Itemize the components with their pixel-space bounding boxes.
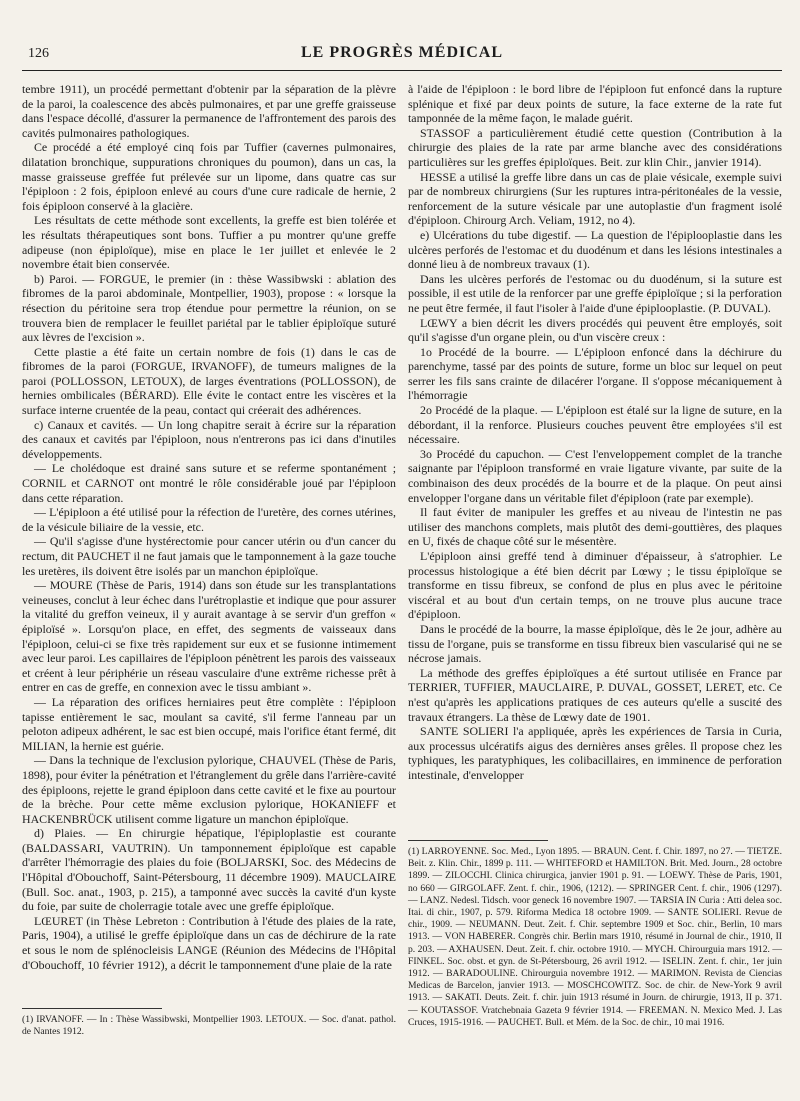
paragraph: Ce procédé a été employé cinq fois par Tuffier (cavernes pulmonaires, dilatation bronchique, suppurations chroniques du poumon), dans un cas, la masse graisseuse greffée fut prélevée sur un lipome, dans quatre cas sur l'épiploon : 2 fois, épiploon enlevé au cours d'une cure radicale de hernie, 2 fois épiploon conservé à la glacière. [22, 140, 396, 213]
paragraph: c) Canaux et cavités. — Un long chapitre serait à écrire sur la réparation des canaux et cavités par l'épiploon, nous n'entrerons pas ici dans d'inutiles développements. [22, 417, 396, 461]
paragraph: 1o Procédé de la bourre. — L'épiploon enfoncé dans la déchirure du parenchyme, tassé par des points de suture, forme un bloc sur lequel on peut serrer les fils sans crainte de dilacérer l'organe. Il s'oppose mécaniquement à l'hémorragie [408, 344, 782, 403]
paragraph: Il faut éviter de manipuler les greffes et au niveau de l'intestin ne pas utiliser des manchons complets, mais plutôt des demi-gouttières, des plaques en U, fixés de chaque côté sur le mésentère. [408, 505, 782, 549]
paragraph: Les résultats de cette méthode sont excellents, la greffe est bien tolérée et les résultats thérapeutiques sont bons. Tuffier a pu montrer qu'une greffe adipeuse (non épiploïque), mise en place le 1er juillet et enlevée le 2 novembre était bien conservée. [22, 213, 396, 272]
paragraph: — Qu'il s'agisse d'une hystérectomie pour cancer utérin ou d'un cancer du rectum, dit PAUCHET il ne faut jamais que le tamponnement à la gaze touche les uretères, ils doivent être isolés par un manchon épiploïque. [22, 534, 396, 578]
paragraph: LŒWY a bien décrit les divers procédés qui peuvent être employés, soit qu'il s'agisse d'un organe plein, ou d'un viscère creux : [408, 315, 782, 345]
paragraph: 2o Procédé de la plaque. — L'épiploon est étalé sur la ligne de suture, en la débordant, il la renforce. Plusieurs couches peuvent être employées s'il est nécessaire. [408, 403, 782, 447]
paragraph: STASSOF a particulièrement étudié cette question (Contribution à la chirurgie des plaies de la rate par arme blanche avec des considérations particulières sur les greffes épiploïques. Beit. zur klin Chir., janvier 1914). [408, 125, 782, 169]
paragraph: — MOURE (Thèse de Paris, 1914) dans son étude sur les transplantations veineuses, conclut à leur échec dans l'urétroplastie et indique que pour assurer la vitalité du greffon veineux, il y aurait avantage à se servir d'un greffon « épiploïsé ». Lorsqu'on place, en effet, des segments de vaisseaux dans l'épiploon, celui-ci se fixe très rapidement sur eux et se fusionne intimement avec leur paroi. Les capillaires de l'épiploon pénètrent les parois des vaisseaux et créent à leur périphérie un réseau vasculaire d'une extrême richesse prêt à entrer en cas de greffe, en connexion avec le tissu ambiant ». [22, 578, 396, 695]
paragraph: SANTE SOLIERI l'a appliquée, après les expériences de Tarsia in Curia, aux processus ulcératifs aigus des dernières anses grêles. Il propose chez les typhiques, les paratyphiques, les colibacillaires, en imminence de perforation intestinale, d'envelopper [408, 724, 782, 782]
paragraph: Dans le procédé de la bourre, la masse épiploïque, dès le 2e jour, adhère au tissu de l'organe, puis se transforme en tissu fibreux bien vascularisé qui ne se nécrose jamais. [408, 621, 782, 666]
paragraph: b) Paroi. — FORGUE, le premier (in : thèse Wassibwski : ablation des fibromes de la paroi abdominale, Montpellier, 1903), propose : « lorsque la résection du péritoine sera trop étendue pour permettre la réunion, on se trouvera bien de remplacer le feuillet pariétal par le tablier épiploïque suturé aux lèvres de l'excision ». [22, 271, 396, 345]
paragraph: 3o Procédé du capuchon. — C'est l'enveloppement complet de la tranche saignante par l'épiploon transformé en vraie ligature vivante, par suite de la combinaison des deux procédés de la bourre et de la plaque. On peut ainsi envelopper l'organe dans un véritable filet d'épiploon (rate par exemple). [408, 446, 782, 505]
right-column [408, 82, 782, 783]
footnotes-left: (1) IRVANOFF. — In : Thèse Wassibwski, Montpellier 1903. LETOUX. — Soc. d'anat. pathol. de Nantes 1912. [22, 1014, 396, 1038]
paragraph: tembre 1911), un procédé permettant d'obtenir par la séparation de la plèvre de la paroi, la coalescence des abcès pulmonaires, et par une greffe graisseuse dans l'espace décollé, d'assurer la permanence de l'affrontement des parois des cavités pulmonaires pathologiques. [22, 82, 396, 140]
paragraph: Cette plastie a été faite un certain nombre de fois (1) dans le cas de fibromes de la paroi (FORGUE, IRVANOFF), de tumeurs malignes de la paroi (POLLOSSON, LETOUX), de larges éventrations (POLLOSSON), de hernies ombilicales (BÉRARD). Elle évite le contact entre les viscères et la surface interne cruentée de la peau, contact qui créerait des adhérences. [22, 344, 396, 418]
footnote-rule-right [408, 840, 548, 841]
paragraph: — Le cholédoque est drainé sans suture et se referme spontanément ; CORNIL et CARNOT ont montré le rôle considérable joué par l'épiploon dans cette réparation. [22, 461, 396, 505]
paragraph: — L'épiploon a été utilisé pour la réfection de l'uretère, des cornes utérines, de la vésicule biliaire de la vessie, etc. [22, 505, 396, 534]
paragraph: à l'aide de l'épiploon : le bord libre de l'épiploon fut enfoncé dans la rupture splénique et fixé par deux points de suture, la face externe de la rate fut tamponnée de la même façon, le malade guérit. [408, 82, 782, 126]
footnotes-right: (1) LARROYENNE. Soc. Med., Lyon 1895. — BRAUN. Cent. f. Chir. 1897, no 27. — TIETZE. Beit. z. Klin. Chir., 1899 p. 111. — WHITEFORD et HAMILTON. Brit. Med. Journ., 28 octobre 1899. — ZILOCCHI. Clinica chirurgica, janvier 1901 p. 91. — LOEWY. Thèse de Paris, 1901, no 660 — GIRGOLAFF. Zent. f. chir., 1906, (1212). — SPRINGER Cent. f. chir., 1906 (1297). — LANZ. Nedesl. Tidsch. voor geneck 16 novembre 1907. — TARSIA IN Curia : Atti delea soc. Itai. di chir., 1907, p. 579. Riforma Medica 18 octobre 1909. — SANTE SOLIERI. Revue de chir., 1909. — NEUMANN. Deut. Zeit. f. Chir. septembre 1909 et Soc. chir., Berlin, 10 mars 1913. — VON HABERER. Congrès chir. Berlin mars 1910, résumé in Journal de chir., 1910, II p. 203. — AXHAUSEN. Deut. Zeit. f. chir. octobre 1910. — MYCH. Chirourguia mars 1912. — FINKEL. Soc. obst. et gyn. de St-Pétersbourg, 26 avril 1912. — ISELIN. Zent. f. chir., 1er juin 1912. — BARADOULINE. Chirourguia novembre 1912. — MARIMON. Revista de Ciencias Medicas de Barcelon, janvier 1913. — MOSCHCOWITZ. Soc. de chir. de New-York 9 avril 1913. — SAKATI. Deuts. Zeit. f. chir. juin 1913 résumé in Journ. de chirurgie, 1913, II p. 371. — KOUTASSOF. Vratchebnaia Gazeta 9 février 1914. — FREEMAN. N. Mexico Med. J. Las Cruces, 1915-1916. — PAUCHET. Bull. et Mém. de la Soc. de chir., 10 mai 1916. [408, 846, 782, 1028]
paragraph: HESSE a utilisé la greffe libre dans un cas de plaie vésicale, exemple suivi par de nombreux chirurgiens (Sur les ruptures intra-péritonéales de la vessie, renforcement de la suture vésicale par une autoplastie d'un fragment isolé d'épiploon. Chirourg Arch. Veliam, 1912, no 4). [408, 169, 782, 228]
paragraph: L'épiploon ainsi greffé tend à diminuer d'épaisseur, à s'atrophier. Le processus histologique a été bien décrit par Lœwy ; le tissu épiploïque se transforme en tissu fibreux, se confond de plus en plus avec le péritoine viscéral et au bout d'un certain temps, on ne trouve plus aucune trace d'épiploon. [408, 549, 782, 622]
paragraph: — La réparation des orifices herniaires peut être complète : l'épiploon tapisse entièrement le sac, moulant sa cavité, s'il ferme l'anneau par un peloton adipeux adhérent, le sac est bien occupé, mais l'orifice étant fermé, dit MILIAN, la hernie est guérie. [22, 694, 396, 753]
left-column [22, 82, 396, 972]
paragraph: La méthode des greffes épiploïques a été surtout utilisée en France par TERRIER, TUFFIER, MAUCLAIRE, P. DUVAL, GOSSET, LERET, etc. Ce n'est qu'après les applications pratiques de ces auteurs qu'elle a suscité des travaux étrangers. La thèse de Lœwy date de 1901. [408, 665, 782, 724]
journal-title: LE PROGRÈS MÉDICAL [300, 44, 504, 61]
page-header [22, 40, 782, 71]
paragraph: Dans les ulcères perforés de l'estomac ou du duodénum, si la suture est possible, il est utile de la renforcer par une greffe épiploïque ; si la perforation ne peut être fermée, il faut l'isoler à l'aide d'une épiplooplastie. (P. DUVAL). [408, 271, 782, 315]
paragraph: e) Ulcérations du tube digestif. — La question de l'épiplooplastie dans les ulcères perforés de l'estomac et du duodénum et dans les lésions intestinales a donné lieu à de nombreux travaux (1). [408, 227, 782, 272]
footnote-rule-left [22, 1008, 162, 1009]
paragraph: — Dans la technique de l'exclusion pylorique, CHAUVEL (Thèse de Paris, 1898), pour éviter la pénétration et l'étranglement du grêle dans l'arrière-cavité des épiploons, rejette le grand épiploon dans cette cavité et le fixe au pourtour de la brèche. Pour cette même exclusion pylorique, HOKANIEFF et HACKENBRÜCK utilisent comme ligature un manchon épiploïque. [22, 753, 396, 826]
paragraph: d) Plaies. — En chirurgie hépatique, l'épiploplastie est courante (BALDASSARI, VAUTRIN). Un tamponnement épiploïque est capable d'arrêter l'hémorragie des plaies du foie (BOLJARSKI, Soc. des Médecins de l'Hôpital d'Obouchoff, Saint-Pétersbourg, 11 décembre 1909). MAUCLAIRE (Bull. Soc. anat., 1903, p. 215), a tamponné avec succès la cavité d'un kyste du foie, par suite de cholerragie totale avec une greffe épiploïque. [22, 826, 396, 914]
page-number: 126 [28, 46, 49, 61]
paragraph: LŒURET (in Thèse Lebreton : Contribution à l'étude des plaies de la rate, Paris, 1904), a utilisé le greffe épiploïque dans un cas de déchirure de la rate et sous le nom de splénocleisis LANGE (Réunion des Médecins de l'Hôpital d'Obouchoff, 10 février 1912), a décrit le tamponnement d'une plaie de la rate [22, 913, 396, 972]
